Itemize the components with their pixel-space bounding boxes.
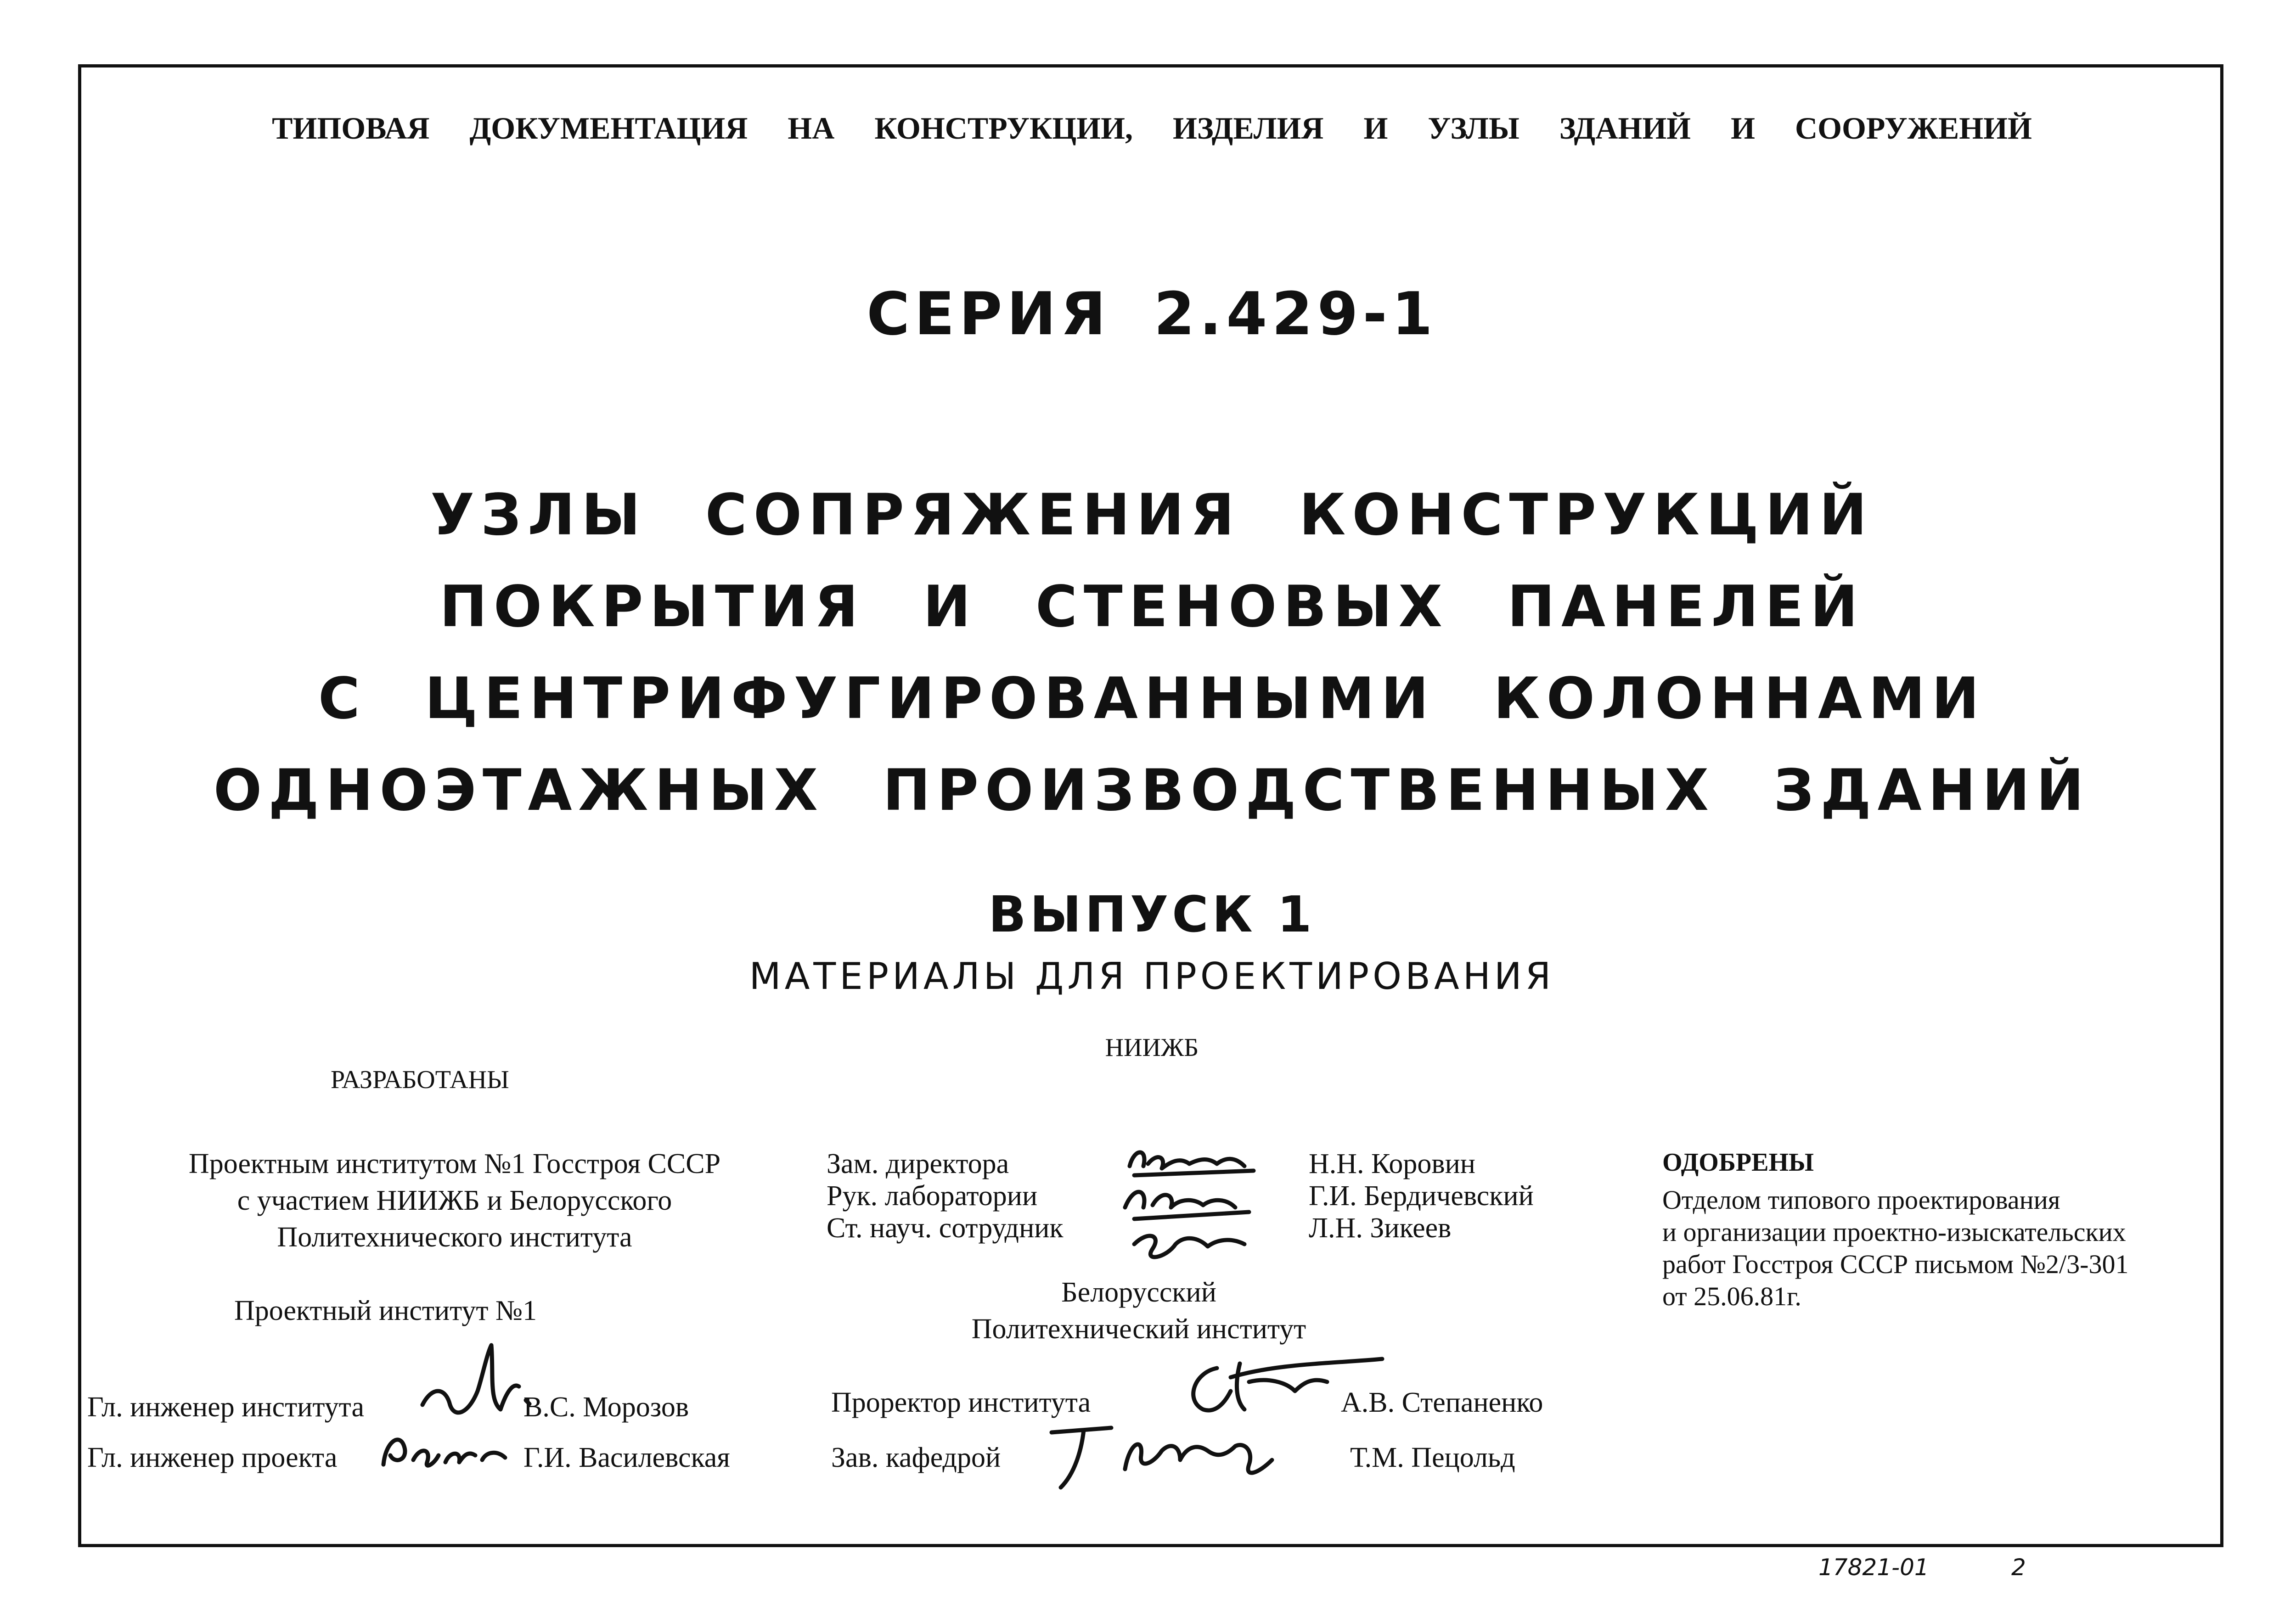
niizhb-signatures [1116,1139,1300,1276]
approved-line-2: и организации проектно-изыскательских [1662,1217,2126,1247]
developer-line-3: Политехнического института [277,1222,632,1253]
title-line-1: УЗЛЫ СОПРЯЖЕНИЯ КОНСТРУКЦИЙ [430,482,1874,548]
approved-line-3: работ Госстроя СССР письмом №2/3-301 [1662,1249,2129,1279]
developer-line-1: Проектным институтом №1 Госстроя СССР [188,1148,721,1179]
niizhb-role-3: Ст. науч. сотрудник [827,1212,1064,1244]
approved-label: ОДОБРЕНЫ [1662,1148,1814,1177]
approved-line-1: Отделом типового проектирования [1662,1185,2060,1215]
belarus-label-line-1: Белорусский [1061,1277,1216,1308]
prorector-role: Проректор института [831,1387,1091,1418]
niizhb-name-1: Н.Н. Коровин [1309,1148,1475,1179]
issue-title: ВЫПУСК 1 [988,886,1316,943]
niizhb-label: НИИЖБ [1105,1033,1199,1062]
belarus-label-line-2: Политехнический институт [971,1313,1306,1345]
developer-line-2: с участием НИИЖБ и Белорусского [237,1185,672,1216]
vasilevskaya-signature [377,1423,514,1478]
chief-engineer-institute-name: В.С. Морозов [523,1392,689,1423]
header-line: ТИПОВАЯ ДОКУМЕНТАЦИЯ НА КОНСТРУКЦИИ, ИЗДЕЛИЯ И УЗЛЫ ЗДАНИЙ И СООРУЖЕНИЙ [272,111,2032,146]
series-title: СЕРИЯ 2.429-1 [867,280,1437,348]
title-line-2: ПОКРЫТИЯ И СТЕНОВЫХ ПАНЕЛЕЙ [439,574,1864,640]
head-of-department-name: Т.М. Пецольд [1350,1442,1515,1473]
issue-subtitle: МАТЕРИАЛЫ ДЛЯ ПРОЕКТИРОВАНИЯ [749,955,1555,998]
developed-label: РАЗРАБОТАНЫ [331,1066,509,1094]
title-line-3: С ЦЕНТРИФУГИРОВАННЫМИ КОЛОННАМИ [318,666,1986,732]
stamp-code: 17821-01 [1818,1554,1929,1581]
niizhb-name-2: Г.И. Бердичевский [1309,1180,1534,1212]
stamp-page: 2 [2011,1554,2026,1581]
niizhb-role-1: Зам. директора [827,1148,1009,1179]
approved-line-4: от 25.06.81г. [1662,1281,1801,1311]
prorector-name: А.В. Степаненко [1341,1387,1543,1418]
petsold-signature [1042,1414,1318,1497]
head-of-department-role: Зав. кафедрой [831,1442,1001,1473]
niizhb-role-2: Рук. лаборатории [827,1180,1038,1212]
chief-engineer-institute-role: Гл. инженер института [87,1392,365,1423]
chief-engineer-project-name: Г.И. Василевская [523,1442,730,1473]
niizhb-name-3: Л.Н. Зикеев [1309,1212,1452,1244]
title-line-4: ОДНОЭТАЖНЫХ ПРОИЗВОДСТВЕННЫХ ЗДАНИЙ [213,758,2091,824]
institute-label: Проектный институт №1 [234,1295,537,1326]
chief-engineer-project-role: Гл. инженер проекта [87,1442,338,1473]
